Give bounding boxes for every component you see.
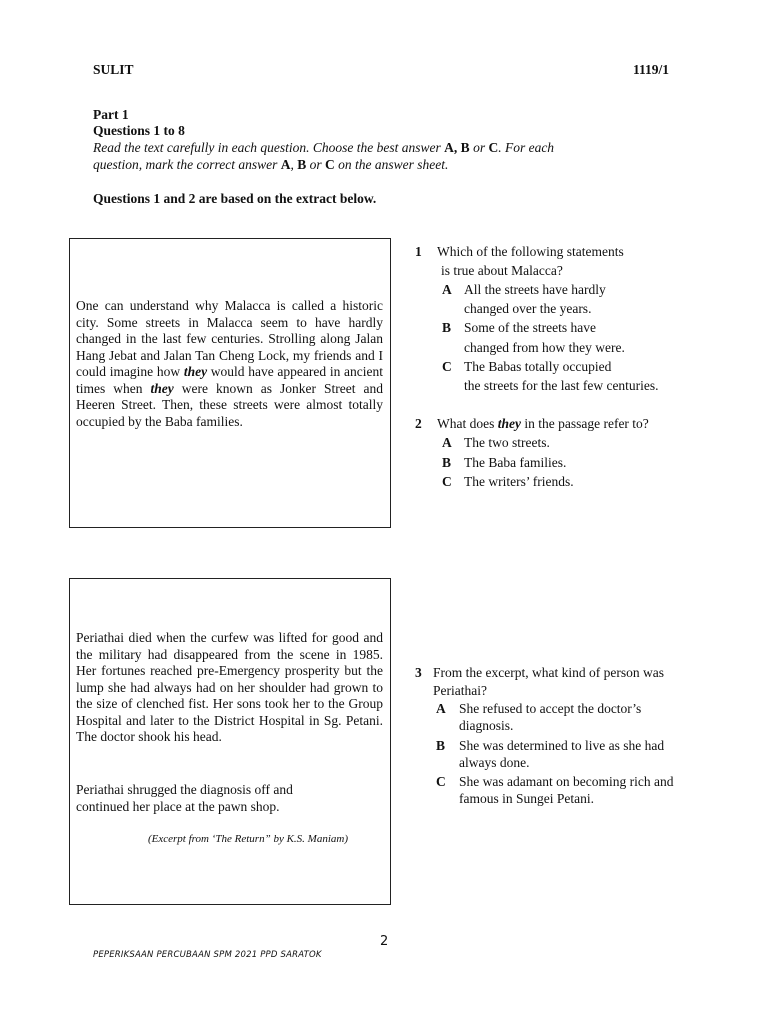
- q3-option-c-letter: C: [436, 774, 446, 789]
- q2-option-c-letter: C: [442, 474, 452, 489]
- footer-text: PEPERIKSAAN PERCUBAAN SPM 2021 PPD SARATOK: [93, 950, 322, 960]
- passage-2-text: Periathai died when the curfew was lifted for good and the military had disappeared from the scene in 1985. Her fortunes reached pre-Emergency prosperity but the lump she had always had on her shoulder had grown to the size of clenched fist. Her sons took her to the Group Hospital and later to the District Hospital in Sg. Petani. The doctor shook his head.: [76, 630, 383, 744]
- question-3-stem: From the excerpt, what kind of person was: [433, 665, 664, 680]
- q1-option-a-letter: A: [442, 282, 452, 297]
- question-1-stem-cont: is true about Malacca?: [441, 263, 563, 278]
- question-1-stem: Which of the following statements: [437, 244, 624, 259]
- q2-option-a: The two streets.: [464, 435, 550, 450]
- q1-option-b-cont: changed from how they were.: [464, 340, 625, 355]
- q1-option-c: The Babas totally occupied: [464, 359, 612, 374]
- passage-2-text-p2: Periathai shrugged the diagnosis off and continued her place at the pawn shop.: [76, 782, 293, 814]
- q3-option-c-cont: famous in Sungei Petani.: [459, 791, 594, 806]
- q3-option-a-letter: A: [436, 701, 446, 716]
- header-right: 1119/1: [633, 62, 670, 77]
- q1-option-b: Some of the streets have: [464, 320, 596, 335]
- q3-option-b: She was determined to live as she had: [459, 738, 665, 753]
- q3-option-b-cont: always done.: [459, 755, 530, 770]
- instructions-line-2: question, mark the correct answer A, B or C on the answer sheet.: [93, 157, 449, 172]
- q2-option-a-letter: A: [442, 435, 452, 450]
- q3-option-a-cont: diagnosis.: [459, 718, 514, 733]
- q1-option-c-cont: the streets for the last few centuries.: [464, 378, 659, 393]
- excerpt-credit: (Excerpt from ‘The Return” by K.S. Maniam): [148, 833, 349, 845]
- questions-range: Questions 1 to 8: [93, 123, 185, 138]
- q3-option-b-letter: B: [436, 738, 446, 753]
- q2-option-b: The Baba families.: [464, 455, 567, 470]
- passage-1-text: One can understand why Malacca is called a historic city. Some streets in Malacca seem to have hardly changed in the last few centuries. Strolling along Jalan Hang Jebat and Jalan Tan Cheng Lock, my friends and I could imagine how they would have appeared in ancient times when they were known as Jonker Street and Heeren Street. Then, these streets were almost totally occupied by the Baba families.: [76, 298, 383, 429]
- q1-option-a-cont: changed over the years.: [464, 301, 592, 316]
- q1-option-b-letter: B: [442, 320, 452, 335]
- question-3-stem-cont: Periathai?: [433, 683, 487, 698]
- part-title: Part 1: [93, 107, 129, 122]
- question-1-number: 1: [415, 244, 422, 259]
- instructions-line-1: Read the text carefully in each question. Choose the best answer A, B or C. For each: [93, 140, 555, 155]
- question-2-stem: What does they in the passage refer to?: [437, 416, 649, 431]
- q1-option-a: All the streets have hardly: [464, 282, 606, 297]
- q1-option-c-letter: C: [442, 359, 452, 374]
- based-on-heading: Questions 1 and 2 are based on the extract below.: [93, 191, 377, 206]
- q2-option-c: The writers’ friends.: [464, 474, 574, 489]
- page-number: 2: [380, 934, 389, 949]
- question-2-number: 2: [415, 416, 422, 431]
- question-3-number: 3: [415, 665, 422, 680]
- q3-option-a: She refused to accept the doctor’s: [459, 701, 642, 716]
- q3-option-c: She was adamant on becoming rich and: [459, 774, 674, 789]
- header-left: SULIT: [93, 62, 134, 77]
- q2-option-b-letter: B: [442, 455, 452, 470]
